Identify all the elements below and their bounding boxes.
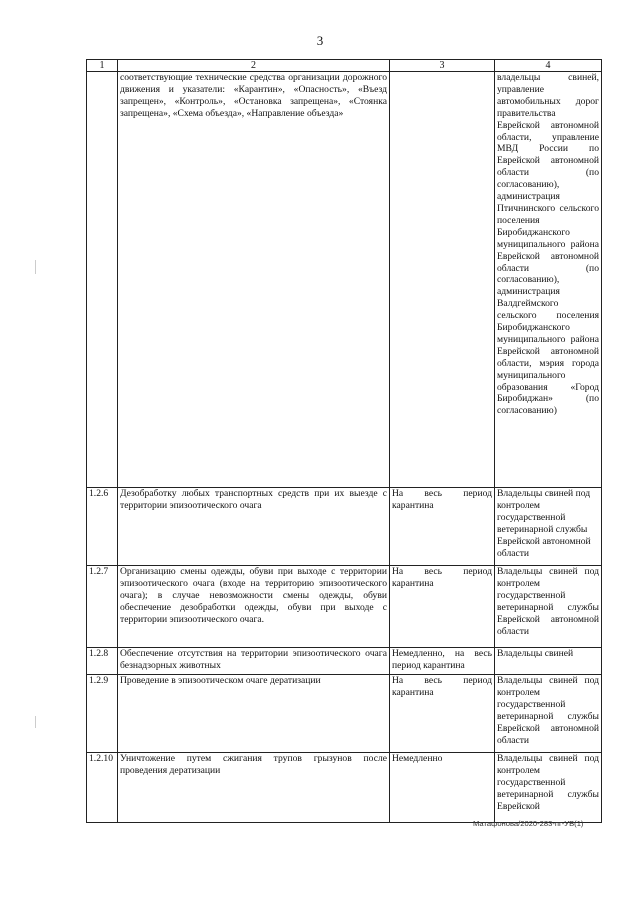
responsible-cell: Владельцы свиней под контролем государственной ветеринарной службы Еврейской автономной области [495, 488, 602, 566]
measure-cell: Организацию смены одежды, обуви при выходе с территории эпизоотического очага (входе на территорию эпизоотического очага); в случае невозможности смены одежды, обуви обеспечение дезобработки одежды, обуви при выходе с территории эпизоотического очага. [118, 566, 390, 648]
period-cell: Немедленно, на весь период карантина [390, 648, 495, 675]
row-number: 1.2.7 [87, 566, 118, 648]
row-number [87, 72, 118, 488]
table-row [87, 675, 602, 753]
row-number: 1.2.8 [87, 648, 118, 675]
responsible-cell: Владельцы свиней под контролем государственной ветеринарной службы Еврейской автономной области [495, 675, 602, 753]
document-footer-code: Матафонова/2020-283-пг-УВ(1) [473, 819, 584, 828]
header-cell: 3 [390, 60, 495, 72]
table-header-row [87, 60, 602, 72]
responsible-cell: Владельцы свиней под контролем государственной ветеринарной службы Еврейской автономной области [495, 566, 602, 648]
period-cell: Немедленно [390, 753, 495, 823]
responsible-cell: владельцы свиней, управление автомобильных дорог правительства Еврейской автономной области, управление МВД России по Еврейской автономной области (по согласованию), администрация Птичнинского сельского поселения Биробиджанского муниципального района Еврейской автономной области (по согласованию), администрация Валдгеймского сельского поселения Биробиджанского муниципального района Еврейской автономной области, мэрия города муниципального образования «Город Биробиджан» (по согласованию) [495, 72, 602, 488]
page-number: 3 [316, 33, 324, 48]
measure-cell: Обеспечение отсутствия на территории эпизоотического очага безнадзорных животных [118, 648, 390, 675]
scan-margin-mark [35, 716, 36, 728]
row-number: 1.2.6 [87, 488, 118, 566]
row-number: 1.2.10 [87, 753, 118, 823]
table-row [87, 488, 602, 566]
scan-margin-mark [35, 260, 36, 274]
measure-cell: соответствующие технические средства организации дорожного движения и указатели: «Карантин», «Опасность», «Въезд запрещен», «Контроль», «Остановка запрещена», «Стоянка запрещена», «Схема объезда», «Направление объезда» [118, 72, 390, 488]
header-cell: 4 [495, 60, 602, 72]
table-row [87, 753, 602, 823]
table-row [87, 566, 602, 648]
period-cell [390, 72, 495, 488]
measure-cell: Дезобработку любых транспортных средств при их выезде с территории эпизоотического очага [118, 488, 390, 566]
header-cell: 1 [87, 60, 118, 72]
measures-table [86, 59, 602, 823]
responsible-cell: Владельцы свиней под контролем государственной ветеринарной службы Еврейской [495, 753, 602, 823]
measure-cell: Уничтожение путем сжигания трупов грызунов после проведения дератизации [118, 753, 390, 823]
responsible-cell: Владельцы свиней [495, 648, 602, 675]
table-row [87, 72, 602, 488]
header-cell: 2 [118, 60, 390, 72]
period-cell: На весь период карантина [390, 488, 495, 566]
table-row [87, 648, 602, 675]
period-cell: На весь период карантина [390, 566, 495, 648]
period-cell: На весь период карантина [390, 675, 495, 753]
row-number: 1.2.9 [87, 675, 118, 753]
measure-cell: Проведение в эпизоотическом очаге дератизации [118, 675, 390, 753]
